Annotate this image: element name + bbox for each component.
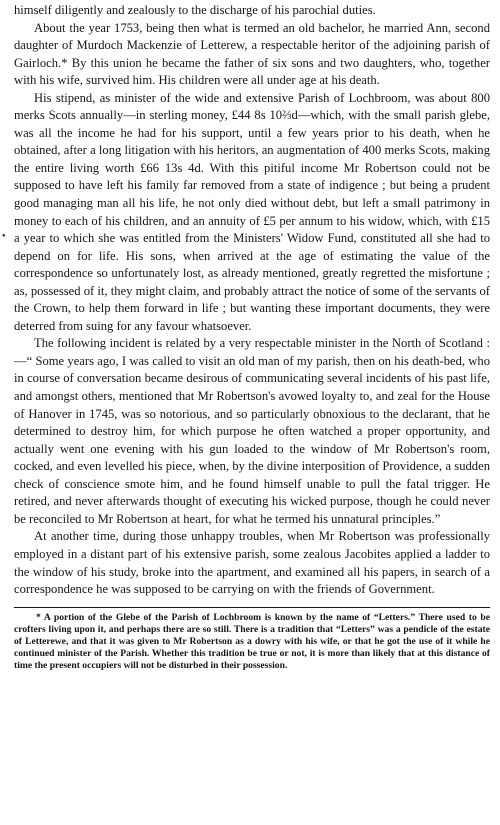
book-page <box>14 2 490 672</box>
paragraph-marriage: About the year 1753, being then what is termed an old bachelor, he married Ann, second daughter of Murdoch Mackenzie of Letterew, a respectable heritor of the adjoining parish of Gairloch.* By this union he became the father of six sons and two daughters, who, together with his wife, survived him. His children were all under age at his death. <box>14 20 490 88</box>
paragraph-jacobites: At another time, during those unhappy troubles, when Mr Robertson was professionally employed in a distant part of his extensive parish, some zealous Jacobites applied a ladder to the window of his study, broke into the apartment, and examined all his papers, in search of a correspondence he was supposed to be carrying on with the friends of Government. <box>14 529 490 597</box>
footnote-divider <box>14 607 490 608</box>
paragraph-continuation: himself diligently and zealously to the discharge of his parochial duties. <box>14 3 376 17</box>
margin-bullet-mark: • <box>2 231 6 242</box>
footnote: * A portion of the Glebe of the Parish of Lochbroom is known by the name of “Letters.” There used to be crofters living upon it, and perhaps there are so still. There is a tradition that “Letters” was a pendicle of the estate of Letterewe, and that it was given to Mr Robertson as a dowry with his wife, or that he got the use of it while he continued minister of the Parish. Whether this tradition be true or not, it is more than likely that at this distance of time the present occupiers will not be disturbed in their possession. <box>14 611 490 671</box>
paragraph-incident: The following incident is related by a very respectable minister in the North of Scotland :—“ Some years ago, I was called to visit an old man of my parish, then on his death-bed, who in course of conversation became desirous of communicating several incidents of his past life, and amongst others, mentioned that Mr Robertson's avowed loyalty to, and zeal for the House of Hanover in 1745, was so notorious, and so particularly obnoxious to the declarant, that he determined to destroy him, for which purpose he often watched a proper opportunity, and actually went one evening with his gun loaded to the window of Mr Robertson's room, cocked, and even levelled his piece, when, by the divine interposition of Providence, a sudden check of conscience smote him, and he found himself unable to pull the fatal trigger. He retired, and never afterwards thought of executing his wicked purpose, though he could never be reconciled to Mr Robertson at heart, for what he termed his unnatural principles.” <box>14 336 490 526</box>
paragraph-stipend: His stipend, as minister of the wide and extensive Parish of Lochbroom, was about 800 merks Scots annually—in sterling money, £44 8s 10⅔d—which, with the small parish glebe, was all the income he had for his support, until a few years prior to his death, when he obtained, after a long litigation with his heritors, an augmentation of 400 merks Scots, making the entire living worth £66 13s 4d. With this pitiful income Mr Robertson could not be supposed to have left his family far removed from a state of indigence ; but being a prudent good managing man all his life, he not only died without debt, but left a small patrimony in money to each of his children, and an annuity of £5 per annum to his widow, which, with £15 a year to which she was entitled from the Ministers' Widow Fund, constituted all she had to depend on for life. His sons, when arrived at the age of estimating the value of the correspondence so unfortunately lost, as already mentioned, greatly regretted the misfortune ; as, possessed of it, they might claim, and probably attract the notice of some of the servants of the Crown, to help them forward in life ; but wanting these important documents, they were deterred from suing for any favour whatsoever. <box>14 90 490 333</box>
